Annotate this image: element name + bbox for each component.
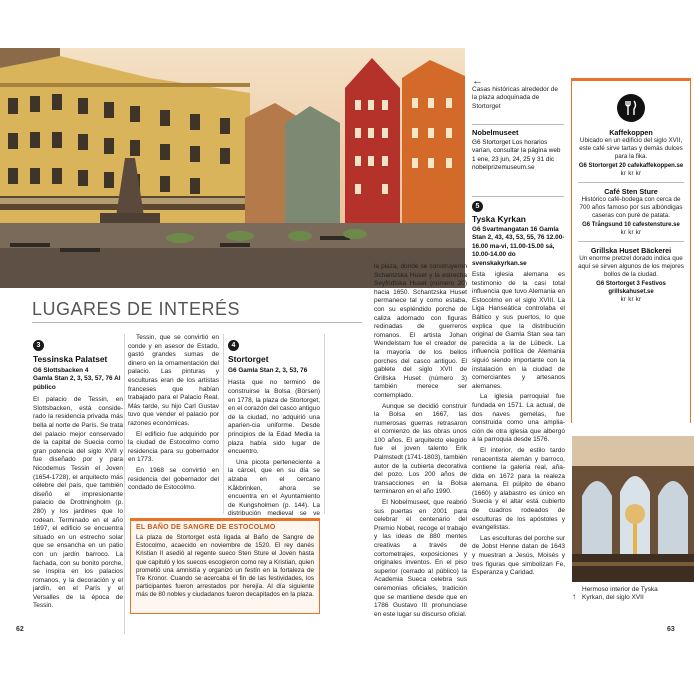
- cafe-info: G6 Stortorget 3 Festivos grillskahuset.se: [596, 281, 666, 295]
- bus-lines: 2, 3, 53, 57, 76: [69, 375, 113, 383]
- sight-number-badge: 4: [228, 340, 239, 351]
- box-title: EL BAÑO DE SANGRE DE ESTOCOLMO: [136, 524, 276, 531]
- nobelmuseet-block: [472, 124, 564, 173]
- stortorget-continued: [374, 263, 467, 621]
- column-divider: [124, 334, 125, 634]
- cafe-price: kr kr kr: [620, 170, 642, 177]
- cafe-description: Ubicado en un edificio del siglo XVII, este café sirve tartas y demás dulces para la fika.: [579, 137, 683, 160]
- map-ref: G6: [33, 367, 42, 374]
- sight4-block: [228, 334, 320, 530]
- sight3-paragraph: El palacio de Tessin, en Slottsbacken, está conside-rado la residencia privada más bella al norte de París. Se trata del palacio mejor conservado de la capital de Suecia como gran potencia del siglo XVII y fue diseñado por y para Nicodemus Tessin el Joven (1654-1728), el arquitecto más célebre del país, que también diseñó el impresionante palacio de Drottningholm (p. 280) y los jardines que lo rodean. Terminado en el año 1697, el edificio se encuentra situado en un estrecho solar que se ensancha en un patio con un jardín barroco. La fachada, con su bonito porche, se inspira en los palacios romanos, y la decoración y el jardín, en el París y el Versalles de la época de Tessin.: [33, 396, 123, 610]
- arrow-left-icon: ←: [472, 75, 483, 87]
- address: Slottsbacken 4: [43, 367, 89, 374]
- stortorget-paragraph: El Nobelmuseet, que reabrió sus puertas en 2001 para celebrar el centenario del Premio Nobel, recoge el trabajo y las ideas de 880 mentes creativas a través de cortometrajes, exposiciones y originales inventos. En el piso superior (cerrado al público) la Academia Sueca celebra sus ceremonias oficiales, tradición que se mantiene desde que en 1786 Gustavo III pronunciase en este lugar su discurso oficial.: [374, 499, 467, 618]
- tyska-kyrkan-photo: [572, 436, 694, 582]
- sight5-paragraph: El interior, de estilo tardo renacentista alemán y barroco, contiene la galería real, aña-dida en 1672 para la realeza alemana. El púlpito de ébano (1660) y alabastro es único en Suecia y el altar está cubierto de cuadros rodeados de esculturas de los apóstoles y evangelistas.: [472, 446, 565, 532]
- fork-knife-icon: [617, 94, 645, 122]
- sight3-block: [33, 334, 123, 613]
- sight5-paragraph: Esta iglesia alemana es testimonio de la casi total influencia que tuvo Alemania en Estocolmo en el siglo XVIII. La Liga Hanseática controlaba el Báltico y sus puertos, lo que explica que la distribución original de Gamla Stan sea tan parecida a la de Lübeck. La influencia política de Alemania siguió siendo importante con la instalación en la ciudad de comerciantes y artesanos alemanes.: [472, 271, 565, 390]
- nobelmuseet-info: G6 Stortorget Los horarios varían, consultar la página web 1 ene, 23 jun, 24, 25 y 31 dic nobelprizemuseum.se: [472, 139, 561, 172]
- sight5-paragraph: Las esculturas del porche sur de Jobst Henne datan de 1643 y muestran a Jesús, Moisés y tres figuras que simbolizan Fe, Esperanza y Caridad.: [472, 534, 565, 577]
- box-body: La plaza de Stortorget está ligada al Baño de Sangre de Estocolmo, acaecido en noviembre de 1520. El rey danés Kristian II asedió al regente sueco Sten Sture el Joven hasta que capituló y los suecos escogieron como rey a Kristian, quien prometió una amnistía y organizó un festín en la fortaleza de Tre Kronor. Cuando se acercaba el fin de las festividades, los participantes fueron arrestados por herejía. Al día siguiente más de 80 nobles y ciudadanos fueron decapitados en la plaza.: [136, 534, 314, 599]
- church-photo-caption: Hermoso interior de Tyska Kyrkan, del siglo XVII: [582, 586, 658, 602]
- sight3-paragraph: En 1968 se convirtió en residencia del gobernador del condado de Estocolmo.: [128, 466, 219, 492]
- cafe-name: Café Sten Sture: [604, 187, 658, 197]
- stortorget-paragraph: la plaza, donde se construyeron Schantzska Huset y la estrecha Seyfridtska Huset (número 20) hacia 1650. Schantzska Huset permanece tal y como estaba, con su espléndido porche de caliza adornado con figuras redinadas de guerreros romanos. El artista Johan Wendelstam fue el creador de la mayoría de los bellos porches del casco antiguo. El gablete del siglo XVII de Grillska Huset (número 3) también merece ser contemplado.: [374, 263, 467, 399]
- map-ref: G6: [228, 367, 237, 374]
- section-title: LUGARES DE INTERÉS: [32, 299, 241, 319]
- cafe-info: G6 Trångsund 10 cafestensture.se: [582, 222, 680, 229]
- access: Al público: [33, 375, 121, 391]
- cafe-description: Histórico café-bodega con cerca de 700 años famoso por sus albóndigas caseras con puré de patata.: [579, 196, 683, 220]
- main-photo-caption-block: [472, 76, 560, 111]
- cafe-name: Grillska Huset Bäckerei: [590, 246, 672, 256]
- cafe-description: Un enorme pretzel dorado indica que aquí se sirven algunos de los mejores bollos de la ciudad.: [578, 255, 684, 279]
- bloodbath-box: [130, 518, 320, 614]
- main-photo-caption: Casas históricas alrededor de la plaza adoquinada de Stortorget: [472, 86, 558, 110]
- section-rule: [32, 322, 362, 323]
- sight3-paragraph: El edificio fue adquirido por la ciudad de Estocolmo como residencia para su gobernador en 1773.: [128, 430, 219, 464]
- cafe-price: kr kr kr: [620, 229, 642, 236]
- cafe-info: G6 Stortorget 20 cafekaffekoppen.se: [578, 163, 684, 169]
- page-number-left: 62: [16, 626, 24, 633]
- stortorget-paragraph: Aunque se decidió construir la Bolsa en 1667, las numerosas guerras retrasaron el comienzo de las obras unos 100 años. El arquitecto elegido fue el joven talento Erik Palmstedt (1741-1803), también autor de la cubierta decorativa del pozo. Los 200 años de transacciones en la Bolsa terminaron en el año 1990.: [374, 402, 467, 496]
- column-divider: [324, 334, 325, 514]
- sight-number-badge: 3: [33, 340, 44, 351]
- metro: Gamla Stan: [33, 375, 69, 383]
- sight4-title: Stortorget: [228, 354, 269, 364]
- sight5-title: Tyska Kyrkan: [472, 214, 526, 224]
- sight3-title: Tessinska Palatset: [33, 354, 108, 364]
- cafe-name: Kaffekoppen: [609, 128, 653, 137]
- sight3-continued: [128, 334, 219, 495]
- cafe-price: kr kr kr: [620, 296, 642, 303]
- sight4-paragraph: Una picota perteneciente a la cárcel, que en su día se alzaba en el cercano Kåkbrinken, ahora se encuentra en el Ayuntamiento de Kungsholmen (p. 144). La distribución medieval se ve: [228, 458, 320, 518]
- metro: Gamla Stan: [238, 367, 274, 374]
- bus-lines: 2, 3, 53, 76: [275, 367, 308, 374]
- column-divider: [223, 334, 224, 514]
- sight5-block: [472, 196, 565, 580]
- nobelmuseet-title: Nobelmuseet: [472, 128, 519, 137]
- page-number-right: 63: [667, 626, 675, 633]
- sight5-info: G6 Svartmangatan 16 Gamla Stan 2, 43, 43, 53, 55, 76 12.00-16.00 ma-vi, 11.00-15.00 sá, 10.00-14.00 do svenskakyrkan.se: [472, 226, 565, 267]
- cafe-sidebar-content: [571, 78, 691, 304]
- arrow-up-icon: ↑: [572, 592, 576, 601]
- stortorget-illustration: [0, 48, 465, 288]
- sight-number-badge: 5: [472, 201, 483, 212]
- sight5-paragraph: La iglesia parroquial fue fundada en 1571. La actual, de dos naves gemelas, fue construida como una amplia-ción de otra iglesia que albergó a la parroquia desde 1576.: [472, 393, 565, 444]
- sight3-paragraph: Tessin, que se convirtió en conde y en asesor de Estado, gastó grandes sumas de dinero en la ornamentación del palacio. Las pinturas y esculturas eran de los artistas franceses que habían trabajado para el Palacio Real. Más tarde, su hijo Carl Gustav tuvo que vender el palacio por razones económicas.: [128, 334, 219, 427]
- sight4-paragraph: Hasta que no terminó de construirse la Bolsa (Börsen) en 1778, la plaza de Stortorget, en el corazón del casco antiguo de la ciudad, no adquirió una aparien-cia uniforme. Desde principios de la Edad Media la plaza había sido lugar de encuentro.: [228, 379, 320, 456]
- church-interior-illustration: [572, 436, 694, 582]
- stortorget-photo: [0, 48, 465, 288]
